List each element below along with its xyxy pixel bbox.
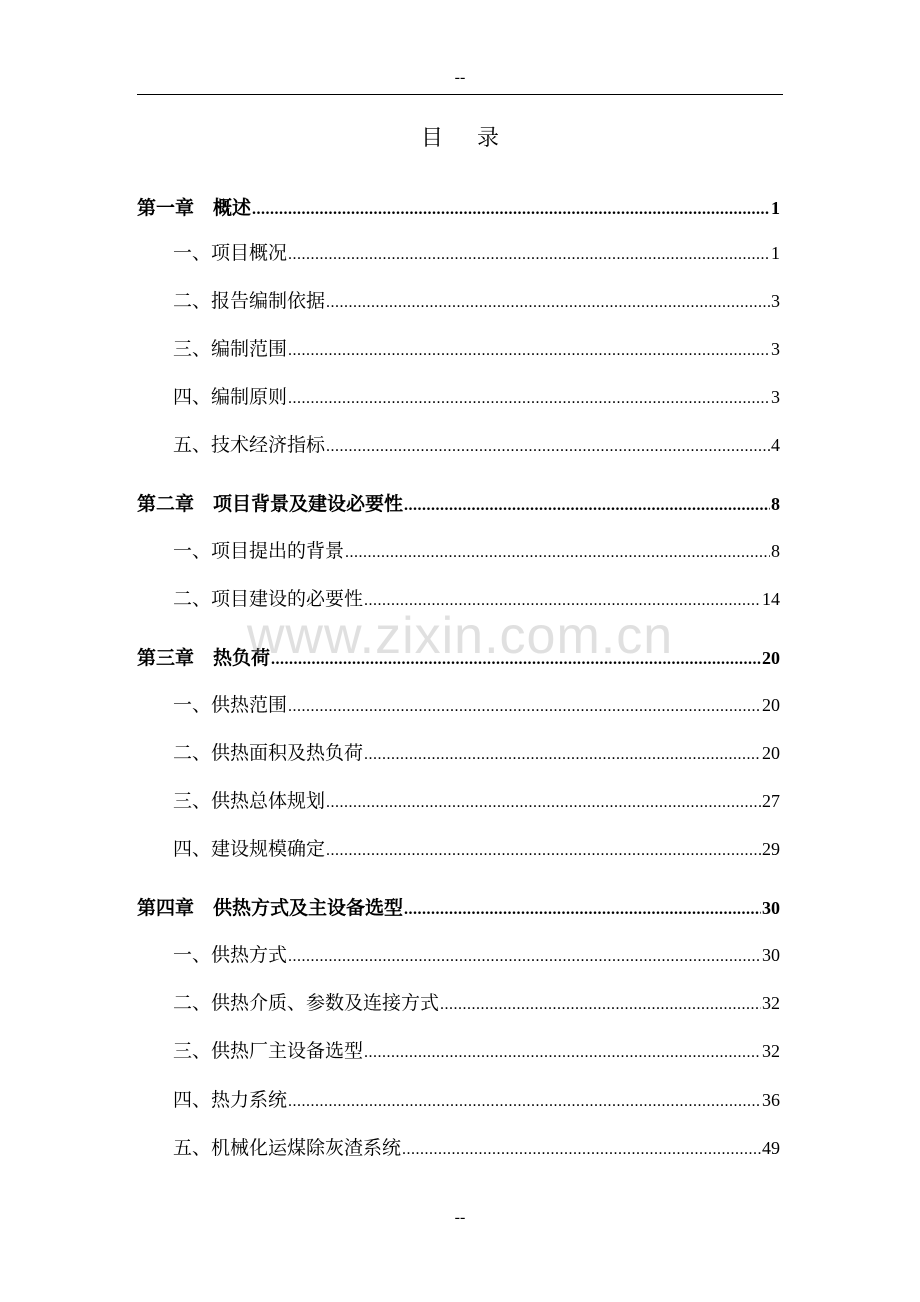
toc-dot-leader — [364, 1038, 761, 1068]
toc-entry-label: 三、供热总体规划 — [173, 790, 326, 812]
toc-dot-leader — [288, 1087, 761, 1117]
toc-page-number: 30 — [762, 945, 780, 965]
toc-entry-label: 五、机械化运煤除灰渣系统 — [173, 1137, 402, 1159]
toc-entry-label: 四、热力系统 — [173, 1089, 288, 1111]
toc-chapter-entry[interactable] — [137, 489, 780, 519]
toc-dot-leader — [288, 336, 770, 366]
toc-dot-leader — [404, 491, 770, 521]
toc-entry-label: 第三章 热负荷 — [137, 647, 271, 669]
toc-dot-leader — [288, 240, 770, 270]
toc-entry-label: 第二章 项目背景及建设必要性 — [137, 493, 404, 515]
toc-entry-label: 三、编制范围 — [173, 338, 288, 360]
toc-page-number: 3 — [771, 339, 780, 359]
toc-section-entry[interactable] — [137, 1036, 780, 1066]
toc-section-entry[interactable] — [137, 286, 780, 316]
toc-dot-leader — [252, 195, 770, 225]
toc-page-number: 32 — [762, 993, 780, 1013]
toc-entry-label: 一、供热方式 — [173, 944, 288, 966]
toc-section-entry[interactable] — [137, 584, 780, 614]
toc-dot-leader — [364, 740, 761, 770]
toc-entry-label: 四、编制原则 — [173, 386, 288, 408]
toc-dot-leader — [288, 942, 761, 972]
toc-entry-label: 二、供热介质、参数及连接方式 — [173, 992, 440, 1014]
toc-chapter-entry[interactable] — [137, 643, 780, 673]
toc-page-number: 3 — [771, 387, 780, 407]
toc-entry-label: 四、建设规模确定 — [173, 838, 326, 860]
toc-page-number: 1 — [771, 198, 780, 218]
toc-dot-leader — [326, 288, 770, 318]
toc-page-number: 20 — [762, 648, 780, 668]
toc-entry-label: 二、报告编制依据 — [173, 290, 326, 312]
toc-page-number: 27 — [762, 791, 780, 811]
toc-section-entry[interactable] — [137, 238, 780, 268]
toc-dot-leader — [326, 788, 761, 818]
page-footer-mark: -- — [454, 1209, 466, 1226]
toc-entry-label: 一、项目概况 — [173, 242, 288, 264]
toc-dot-leader — [288, 384, 770, 414]
toc-section-entry[interactable] — [137, 786, 780, 816]
toc-entry-label: 五、技术经济指标 — [173, 434, 326, 456]
toc-page-number: 8 — [771, 494, 780, 514]
toc-page-number: 14 — [762, 589, 780, 609]
page-header-mark: -- — [454, 69, 466, 86]
toc-entry-label: 三、供热厂主设备选型 — [173, 1040, 364, 1062]
toc-page-number: 20 — [762, 743, 780, 763]
toc-title: 目录 — [420, 126, 533, 151]
toc-page-number: 29 — [762, 839, 780, 859]
toc-page-number: 20 — [762, 695, 780, 715]
toc-dot-leader — [288, 692, 761, 722]
toc-entry-label: 一、供热范围 — [173, 694, 288, 716]
toc-section-entry[interactable] — [137, 690, 780, 720]
toc-dot-leader — [326, 432, 770, 462]
toc-section-entry[interactable] — [137, 430, 780, 460]
toc-page-number: 8 — [771, 541, 780, 561]
toc-entry-label: 二、项目建设的必要性 — [173, 588, 364, 610]
toc-section-entry[interactable] — [137, 834, 780, 864]
toc-page-number: 4 — [771, 435, 780, 455]
toc-dot-leader — [326, 836, 761, 866]
toc-entry-label: 第一章 概述 — [137, 197, 252, 219]
toc-section-entry[interactable] — [137, 940, 780, 970]
toc-entry-label: 一、项目提出的背景 — [173, 540, 345, 562]
toc-dot-leader — [402, 1135, 761, 1165]
toc-page-number: 49 — [762, 1138, 780, 1158]
toc-chapter-entry[interactable] — [137, 893, 780, 923]
toc-section-entry[interactable] — [137, 334, 780, 364]
toc-dot-leader — [364, 586, 761, 616]
toc-section-entry[interactable] — [137, 988, 780, 1018]
toc-entry-label: 二、供热面积及热负荷 — [173, 742, 364, 764]
toc-dot-leader — [345, 538, 770, 568]
toc-chapter-entry[interactable] — [137, 193, 780, 223]
toc-section-entry[interactable] — [137, 1133, 780, 1163]
toc-section-entry[interactable] — [137, 1085, 780, 1115]
toc-page-number: 32 — [762, 1041, 780, 1061]
watermark: www.zixin.com.cn — [246, 607, 674, 665]
toc-page-number: 30 — [762, 898, 780, 918]
toc-section-entry[interactable] — [137, 382, 780, 412]
toc-dot-leader — [404, 895, 761, 925]
toc-page-number: 1 — [771, 243, 780, 263]
toc-dot-leader — [440, 990, 761, 1020]
toc-page-number: 3 — [771, 291, 780, 311]
toc-section-entry[interactable] — [137, 738, 780, 768]
toc-dot-leader — [271, 645, 761, 675]
toc-entry-label: 第四章 供热方式及主设备选型 — [137, 897, 404, 919]
header-divider — [137, 94, 783, 95]
toc-page-number: 36 — [762, 1090, 780, 1110]
toc-section-entry[interactable] — [137, 536, 780, 566]
